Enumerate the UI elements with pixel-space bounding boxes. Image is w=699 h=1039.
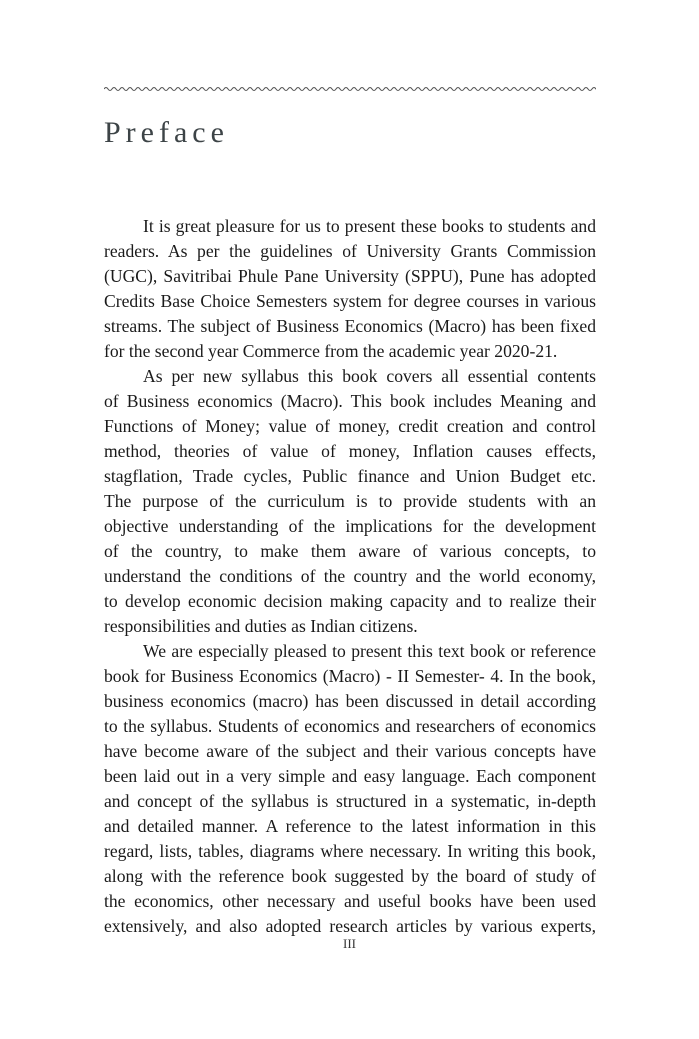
text-line: been laid out in a very simple and easy language. Each component	[104, 766, 596, 786]
text-line: The purpose of the curriculum is to provide students with an	[104, 491, 596, 511]
wavy-divider	[104, 84, 596, 94]
page-title: Preface	[104, 116, 229, 149]
text-line: have become aware of the subject and their various concepts have	[104, 741, 596, 761]
page-number: III	[343, 936, 356, 951]
text-line: regard, lists, tables, diagrams where necessary. In writing this book,	[104, 841, 596, 861]
text-line: extensively, and also adopted research articles by various experts,	[104, 916, 596, 936]
text-line: streams. The subject of Business Economics (Macro) has been fixed	[104, 316, 596, 336]
text-line: to develop economic decision making capacity and to realize their	[104, 591, 596, 611]
text-line: As per new syllabus this book covers all essential contents	[143, 366, 596, 386]
text-line: We are especially pleased to present this text book or reference	[143, 641, 596, 661]
text-line: business economics (macro) has been discussed in detail according	[104, 691, 596, 711]
text-line: the economics, other necessary and useful books have been used	[104, 891, 596, 911]
text-line: understand the conditions of the country and the world economy,	[104, 566, 596, 586]
text-line: Credits Base Choice Semesters system for degree courses in various	[104, 291, 596, 311]
text-line: It is great pleasure for us to present these books to students and	[143, 216, 596, 236]
preface-body	[104, 214, 596, 939]
text-line: responsibilities and duties as Indian citizens.	[104, 616, 418, 636]
text-line: objective understanding of the implications for the development	[104, 516, 596, 536]
text-line: Functions of Money; value of money, credit creation and control	[104, 416, 596, 436]
text-line: (UGC), Savitribai Phule Pane University (SPPU), Pune has adopted	[104, 266, 596, 286]
text-line: and detailed manner. A reference to the latest information in this	[104, 816, 596, 836]
text-line: method, theories of value of money, Inflation causes effects,	[104, 441, 596, 461]
text-line: of the country, to make them aware of various concepts, to	[104, 541, 596, 561]
text-line: stagflation, Trade cycles, Public finance and Union Budget etc.	[104, 466, 596, 486]
text-line: to the syllabus. Students of economics and researchers of economics	[104, 716, 596, 736]
text-line: readers. As per the guidelines of University Grants Commission	[104, 241, 596, 261]
text-line: and concept of the syllabus is structured in a systematic, in-depth	[104, 791, 596, 811]
text-line: book for Business Economics (Macro) - II Semester- 4. In the book,	[104, 666, 596, 686]
text-line: of Business economics (Macro). This book includes Meaning and	[104, 391, 596, 411]
text-line: for the second year Commerce from the academic year 2020-21.	[104, 341, 558, 361]
text-line: along with the reference book suggested by the board of study of	[104, 866, 596, 886]
